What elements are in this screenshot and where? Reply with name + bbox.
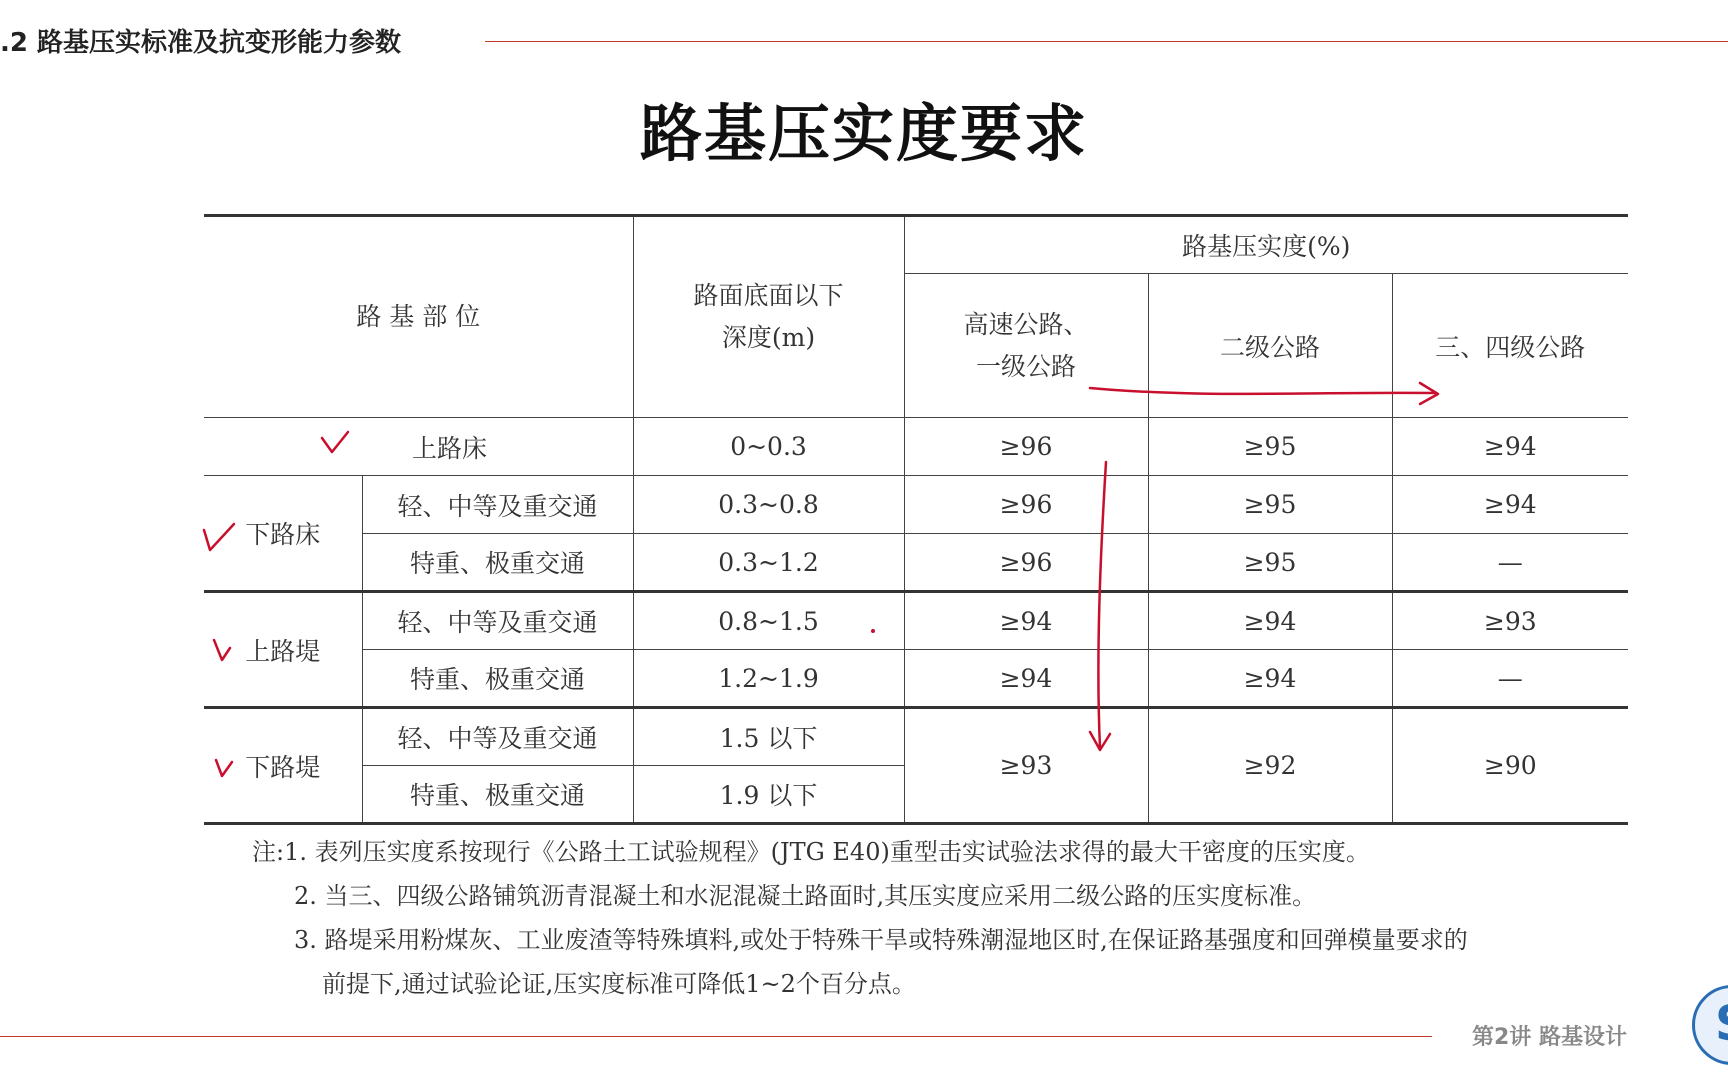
row-group: 下路床	[204, 476, 362, 592]
section-title: .2 路基压实标准及抗变形能力参数	[0, 28, 402, 58]
row-g2: ≥95	[1148, 534, 1392, 592]
row-g2: ≥95	[1148, 418, 1392, 476]
header-depth	[633, 216, 904, 418]
row-traffic: 特重、极重交通	[362, 534, 633, 592]
header-grade-highway-line2: 一级公路	[975, 351, 1076, 381]
row-depth: 0~0.3	[633, 418, 904, 476]
row-highway: ≥93	[904, 708, 1148, 824]
row-traffic: 轻、中等及重交通	[362, 476, 633, 534]
row-depth: 0.3~1.2	[633, 534, 904, 592]
footer-lecture-label: 第2讲 路基设计	[1472, 1025, 1627, 1050]
note-2: 2. 当三、四级公路铺筑沥青混凝土和水泥混凝土路面时,其压实度应采用二级公路的压实度标准。	[294, 882, 1317, 910]
row-g2: ≥94	[1148, 592, 1392, 650]
row-traffic: 特重、极重交通	[362, 766, 633, 824]
row-traffic: 特重、极重交通	[362, 650, 633, 708]
row-depth: 1.2~1.9	[633, 650, 904, 708]
table-row	[204, 592, 1628, 650]
row-g2: ≥95	[1148, 476, 1392, 534]
header-compaction-group: 路基压实度(%)	[904, 216, 1628, 274]
note-3: 3. 路堤采用粉煤灰、工业废渣等特殊填料,或处于特殊干旱或特殊潮湿地区时,在保证路基强度和回弹模量要求的	[294, 926, 1468, 954]
row-highway: ≥96	[904, 534, 1148, 592]
header-divider	[485, 41, 1728, 42]
table-row	[204, 418, 1628, 476]
row-highway: ≥96	[904, 418, 1148, 476]
row-highway: ≥94	[904, 592, 1148, 650]
row-depth: 1.9 以下	[633, 766, 904, 824]
table-notes	[252, 830, 1632, 1006]
row-traffic: 轻、中等及重交通	[362, 592, 633, 650]
header-grade-highway	[904, 274, 1148, 418]
table-row	[204, 534, 1628, 592]
note-3-continued: 前提下,通过试验论证,压实度标准可降低1~2个百分点。	[322, 970, 916, 998]
row-depth: 0.3~0.8	[633, 476, 904, 534]
header-grade-34: 三、四级公路	[1392, 274, 1628, 418]
table-header-row	[204, 216, 1628, 274]
row-traffic: 轻、中等及重交通	[362, 708, 633, 766]
row-g2: ≥94	[1148, 650, 1392, 708]
header-grade-highway-line1: 高速公路、	[963, 309, 1089, 339]
table-row	[204, 708, 1628, 766]
row-depth: 1.5 以下	[633, 708, 904, 766]
table-row	[204, 650, 1628, 708]
row-highway: ≥94	[904, 650, 1148, 708]
row-g34: ≥94	[1392, 418, 1628, 476]
header-depth-line2: 深度(m)	[721, 323, 816, 352]
row-g2: ≥92	[1148, 708, 1392, 824]
row-g34: ≥94	[1392, 476, 1628, 534]
header-depth-line1: 路面底面以下	[693, 281, 844, 310]
row-depth: 0.8~1.5	[633, 592, 904, 650]
row-g34: ≥90	[1392, 708, 1628, 824]
row-g34: —	[1392, 534, 1628, 592]
row-group: 下路堤	[204, 708, 362, 824]
header-position: 路 基 部 位	[356, 302, 481, 331]
row-g34: ≥93	[1392, 592, 1628, 650]
table-row	[204, 476, 1628, 534]
row-g34: —	[1392, 650, 1628, 708]
page-title: 路基压实度要求	[639, 97, 1088, 170]
footer-divider	[0, 1036, 1432, 1037]
row-group: 上路堤	[204, 592, 362, 708]
header-grade-2: 二级公路	[1148, 274, 1392, 418]
compaction-table	[204, 214, 1628, 825]
note-1: 注:1. 表列压实度系按现行《公路土工试验规程》(JTG E40)重型击实试验法求得的最大干密度的压实度。	[252, 838, 1370, 866]
university-logo-icon	[1692, 985, 1728, 1065]
row-position	[204, 418, 633, 476]
row-position-label: 上路床	[412, 433, 488, 463]
row-highway: ≥96	[904, 476, 1148, 534]
